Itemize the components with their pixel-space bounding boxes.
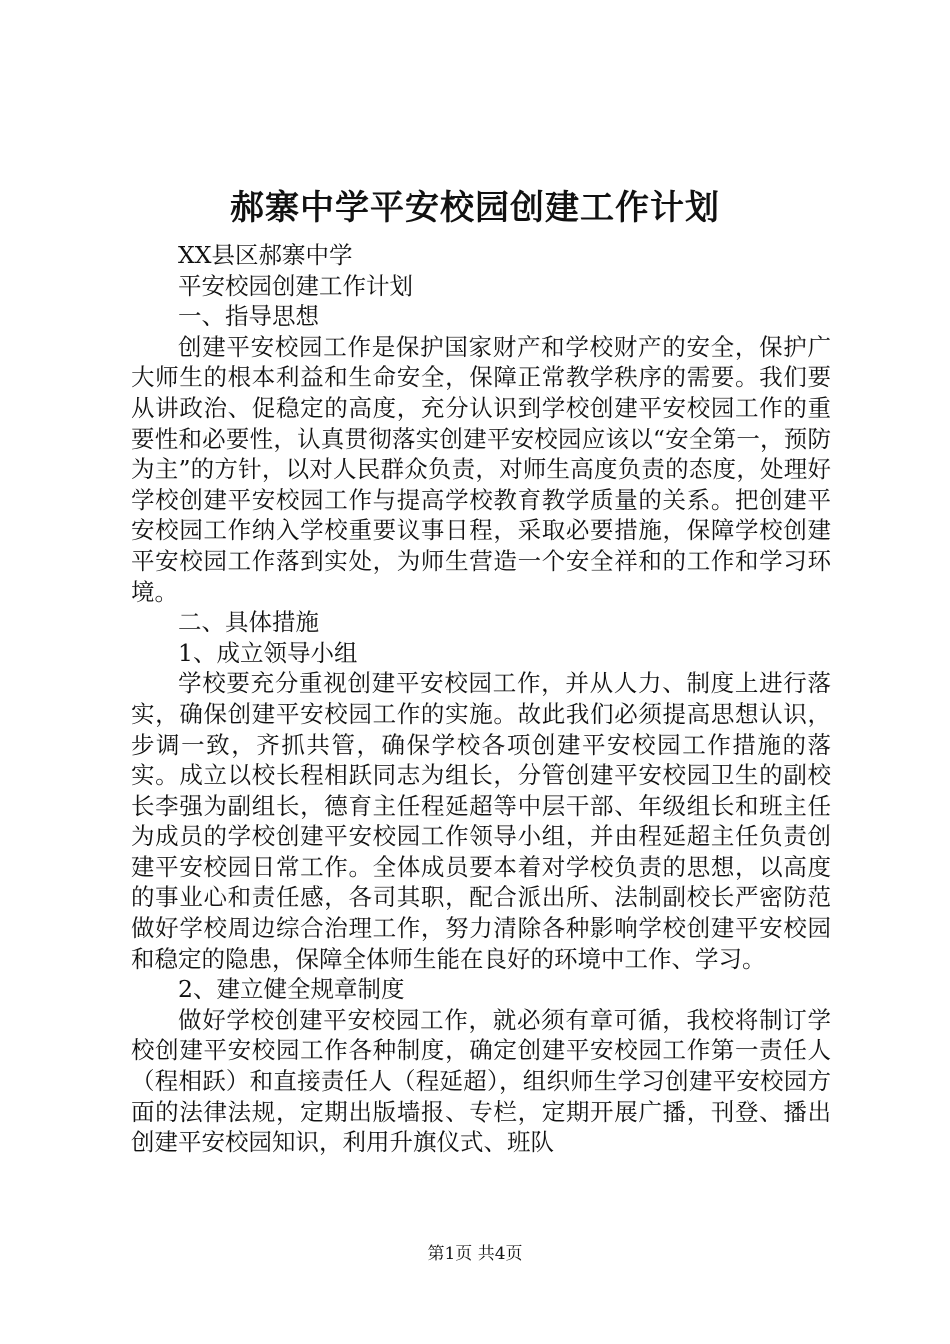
paragraph-rules-and-regulations: 做好学校创建平安校园工作，就必须有章可循，我校将制订学校创建平安校园工作各种制度，确定创建平安校园工作第一责任人（程相跃）和直接责任人（程延超），组织师生学习创建平安校园方面的法律法规，定期出版墙报、专栏，定期开展广播，刊登、播出创建平安校园知识，利用升旗仪式、班队 (131, 1005, 831, 1157)
subheading-rules-and-regulations: 2、建立健全规章制度 (178, 975, 405, 1004)
plan-subtitle-line: 平安校园创建工作计划 (178, 271, 413, 300)
paragraph-leadership-group: 学校要充分重视创建平安校园工作，并从人力、制度上进行落实，确保创建平安校园工作的实施。故此我们必须提高思想认识，步调一致，齐抓共管，确保学校各项创建平安校园工作措施的落实。成立以校长程相跃同志为组长，分管创建平安校园卫生的副校长李强为副组长，德育主任程延超等中层干部、年级组长和班主任为成员的学校创建平安校园工作领导小组，并由程延超主任负责创建平安校园日常工作。全体成员要本着对学校负责的思想，以高度的事业心和责任感，各司其职，配合派出所、法制副校长严密防范做好学校周边综合治理工作，努力清除各种影响学校创建平安校园和稳定的隐患，保障全体师生能在良好的环境中工作、学习。 (131, 669, 831, 973)
page-number-footer: 第1页 共4页 (427, 1244, 523, 1264)
section-heading-guiding-ideology: 一、指导思想 (178, 302, 319, 331)
paragraph-guiding-ideology: 创建平安校园工作是保护国家财产和学校财产的安全，保护广大师生的根本利益和生命安全，保障正常教学秩序的需要。我们要从讲政治、促稳定的高度，充分认识到学校创建平安校园工作的重要性和必要性，认真贯彻落实创建平安校园应该以“安全第一，预防为主”的方针，以对人民群众负责，对师生高度负责的态度，处理好学校创建平安校园工作与提高学校教育教学质量的关系。把创建平安校园工作纳入学校重要议事日程，采取必要措施，保障学校创建平安校园工作落到实处，为师生营造一个安全祥和的工作和学习环境。 (131, 332, 831, 606)
school-name-line: XX县区郝寨中学 (178, 241, 353, 269)
document-title: 郝寨中学平安校园创建工作计划 (230, 188, 720, 228)
section-heading-specific-measures: 二、具体措施 (178, 608, 319, 637)
subheading-leadership-group: 1、成立领导小组 (178, 638, 358, 667)
document-body (131, 240, 831, 1158)
